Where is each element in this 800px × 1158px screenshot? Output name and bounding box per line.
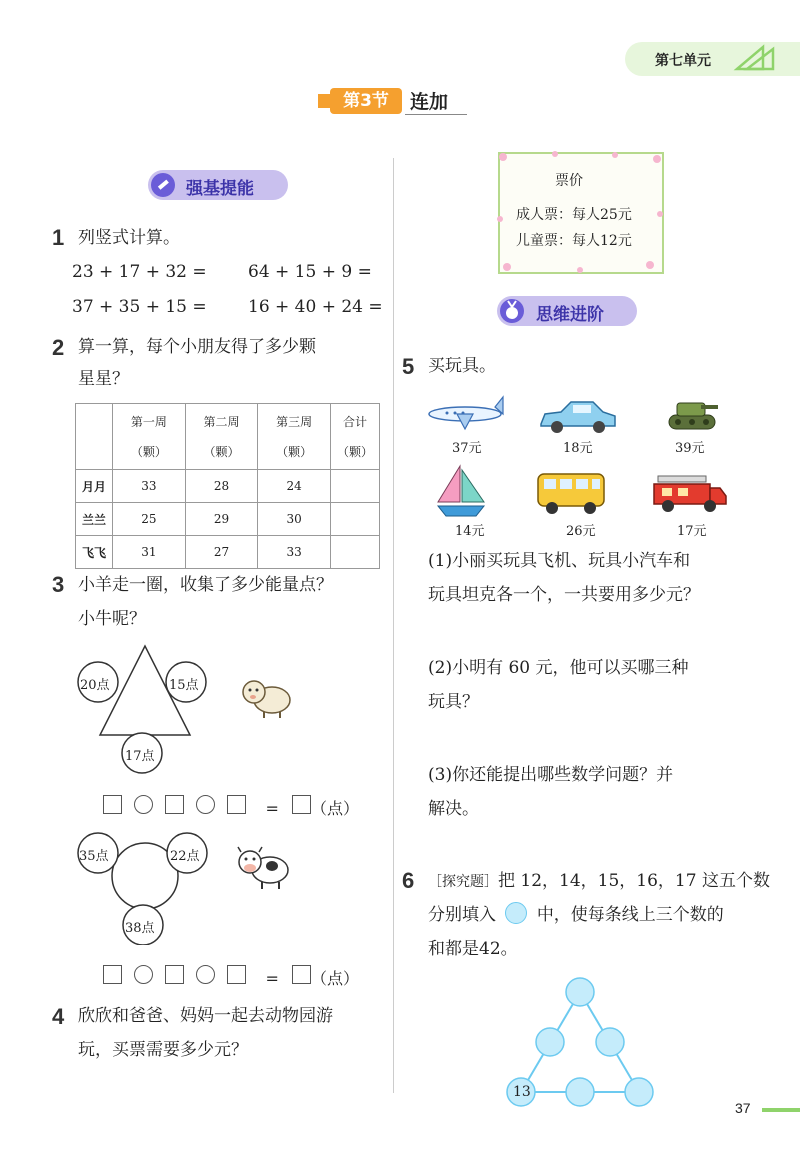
question-6-line3: 和都是42。 xyxy=(428,939,518,959)
sheep-point-3: 17点 xyxy=(125,749,155,764)
number-circle[interactable] xyxy=(566,1078,594,1106)
expression-4: 16 + 40 + 24 = xyxy=(248,297,383,317)
question-tag: ［探究题］ xyxy=(428,874,498,890)
question-5-text: 买玩具。 xyxy=(428,356,496,376)
number-circle[interactable] xyxy=(596,1028,624,1056)
cow-point-2: 22点 xyxy=(170,849,200,864)
given-number: 13 xyxy=(513,1084,531,1100)
answer-box[interactable] xyxy=(227,795,246,814)
cow-answer-row xyxy=(103,965,359,989)
answer-box[interactable] xyxy=(165,795,184,814)
cow-point-3: 38点 xyxy=(125,921,155,936)
question-4-line2: 玩，买票需要多少元？ xyxy=(78,1040,248,1060)
question-4-line1: 欣欣和爸爸、妈妈一起去动物园游 xyxy=(78,1006,333,1026)
operator-circle[interactable] xyxy=(196,795,215,814)
answer-box[interactable] xyxy=(292,795,311,814)
banner-advanced-text: 思维进阶 xyxy=(536,305,604,325)
question-3-line2: 小牛呢？ xyxy=(78,609,146,629)
section-badge-tab xyxy=(318,94,330,108)
ruler-icon xyxy=(733,43,778,73)
table-row: 月月 33 28 24 xyxy=(76,470,380,503)
operator-circle[interactable] xyxy=(196,965,215,984)
sheep-point-2: 15点 xyxy=(169,678,199,693)
unit-label: （点） xyxy=(310,799,359,818)
section-title-underline xyxy=(405,114,467,115)
question-6-line1: ［探究题］把 12，14，15，16，17 这五个数 xyxy=(428,871,770,891)
question-1-text: 列竖式计算。 xyxy=(78,228,180,248)
airplane-price: 37元 xyxy=(452,441,482,456)
equals-sign: = xyxy=(265,969,279,988)
unit-label: 第七单元 xyxy=(655,53,711,69)
child-ticket-price: 儿童票：每人12元 xyxy=(516,233,632,249)
question-2-number: 2 xyxy=(52,335,65,360)
answer-box[interactable] xyxy=(227,965,246,984)
firetruck-price: 17元 xyxy=(677,524,707,539)
number-circle[interactable] xyxy=(536,1028,564,1056)
question-5-number: 5 xyxy=(402,354,415,379)
expression-3: 37 + 35 + 15 = xyxy=(72,297,207,317)
blue-circle-icon xyxy=(505,902,527,924)
table-header: 第三周 （颗） xyxy=(258,404,331,470)
section-badge: 第3节 xyxy=(330,88,402,114)
number-circle[interactable] xyxy=(625,1078,653,1106)
banner-basic-text: 强基提能 xyxy=(186,179,254,199)
bus-icon xyxy=(534,468,608,516)
table-header: 第二周 （颗） xyxy=(185,404,258,470)
question-2-line1: 算一算，每个小朋友得了多少颗 xyxy=(78,337,316,357)
airplane-icon xyxy=(425,395,505,433)
bus-price: 26元 xyxy=(566,524,596,539)
table-corner xyxy=(76,404,113,470)
section-title: 连加 xyxy=(410,91,449,113)
table-header: 第一周 （颗） xyxy=(113,404,186,470)
page-number-bar xyxy=(762,1108,800,1112)
question-6-line2: 分别填入 中，使每条线上三个数的 xyxy=(428,898,724,932)
unit-label: （点） xyxy=(310,969,359,988)
answer-box[interactable] xyxy=(103,965,122,984)
q5-sub2-line2: 玩具？ xyxy=(428,692,479,712)
page-number: 37 xyxy=(735,1100,751,1116)
question-3-line1: 小羊走一圈，收集了多少能量点？ xyxy=(78,575,333,595)
tank-icon xyxy=(665,391,719,433)
q5-sub3-line1: (3)你还能提出哪些数学问题？并 xyxy=(428,765,674,785)
adult-ticket-price: 成人票：每人25元 xyxy=(516,207,632,223)
sailboat-icon xyxy=(432,462,490,520)
question-2-line2: 星星？ xyxy=(78,369,129,389)
answer-box[interactable] xyxy=(292,965,311,984)
cow-point-1: 35点 xyxy=(79,849,109,864)
question-1-number: 1 xyxy=(52,225,65,250)
stars-table xyxy=(75,403,380,569)
table-row: 兰兰 25 29 30 xyxy=(76,503,380,536)
expression-2: 64 + 15 + 9 = xyxy=(248,262,372,282)
number-circle[interactable] xyxy=(566,978,594,1006)
question-6-number: 6 xyxy=(402,868,415,893)
operator-circle[interactable] xyxy=(134,795,153,814)
sailboat-price: 14元 xyxy=(455,524,485,539)
ticket-title: 票价 xyxy=(555,173,583,189)
sheep-answer-row xyxy=(103,795,359,819)
answer-box[interactable] xyxy=(103,795,122,814)
equals-sign: = xyxy=(265,799,279,818)
sheep-icon xyxy=(238,672,294,720)
sheep-point-1: 20点 xyxy=(80,678,110,693)
car-price: 18元 xyxy=(563,441,593,456)
q5-sub3-line2: 解决。 xyxy=(428,799,479,819)
q5-sub1-line1: (1)小丽买玩具飞机、玩具小汽车和 xyxy=(428,551,691,571)
car-icon xyxy=(537,398,619,436)
q5-sub1-line2: 玩具坦克各一个，一共要用多少元？ xyxy=(428,585,700,605)
operator-circle[interactable] xyxy=(134,965,153,984)
table-row: 飞飞 31 27 33 xyxy=(76,536,380,569)
tank-price: 39元 xyxy=(675,441,705,456)
question-4-number: 4 xyxy=(52,1004,65,1029)
cow-icon xyxy=(234,842,292,892)
medal-icon xyxy=(499,298,525,324)
column-divider xyxy=(393,158,394,1093)
firetruck-icon xyxy=(650,470,730,514)
q5-sub2-line1: (2)小明有 60 元，他可以买哪三种 xyxy=(428,658,689,678)
expression-1: 23 + 17 + 32 = xyxy=(72,262,207,282)
answer-box[interactable] xyxy=(165,965,184,984)
table-header: 合计 （颗） xyxy=(331,404,380,470)
pencil-icon xyxy=(150,172,176,198)
question-3-number: 3 xyxy=(52,572,65,597)
